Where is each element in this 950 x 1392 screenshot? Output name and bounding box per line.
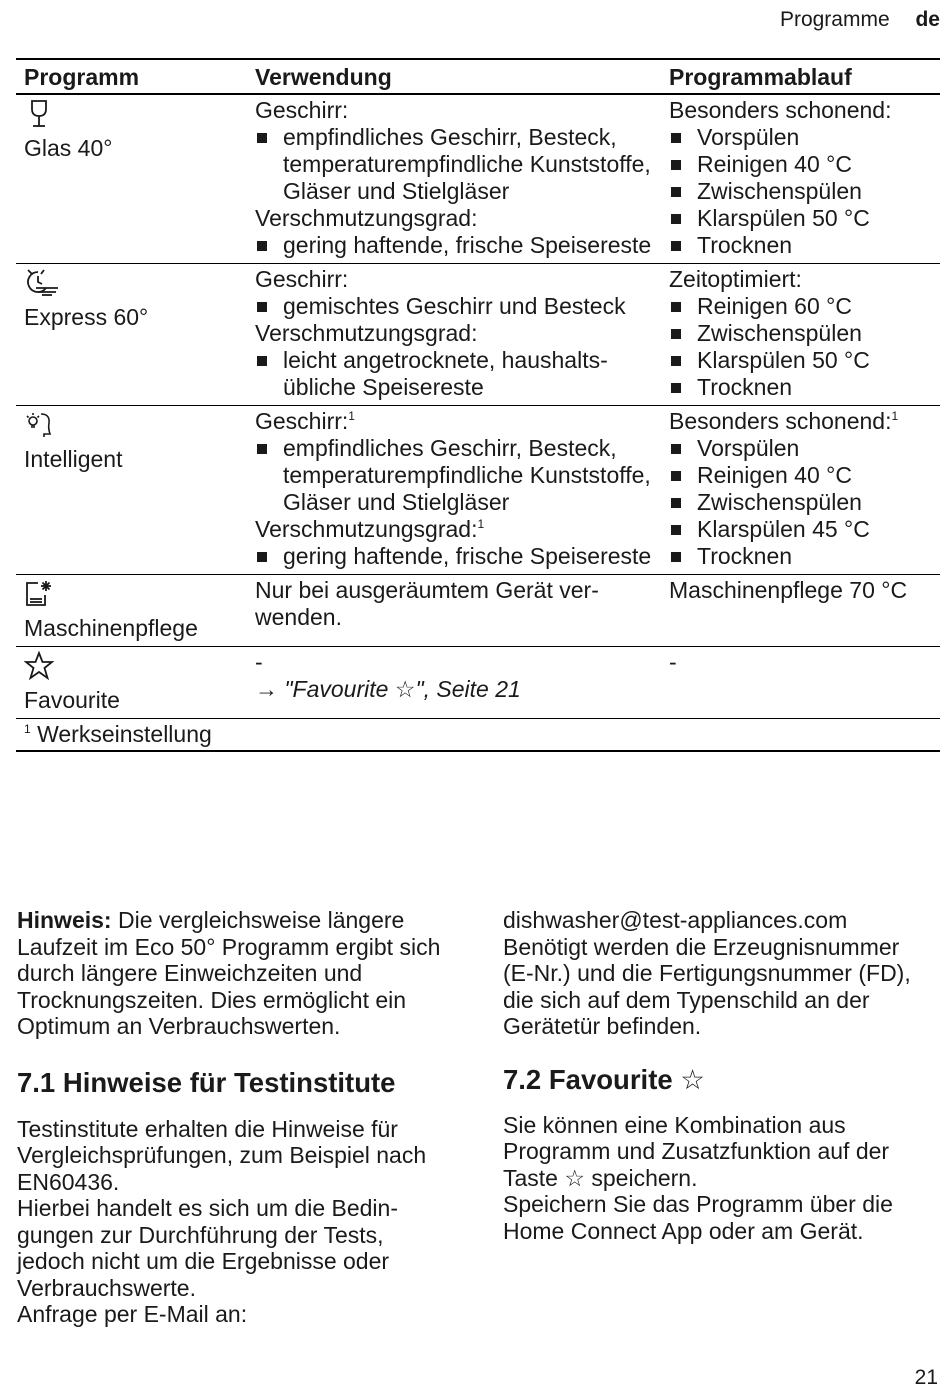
dash: - [255,649,263,675]
hint-paragraph [17,907,457,1040]
hint-label: Hinweis: [17,907,112,933]
list-item: Reinigen 40 °C [669,462,932,489]
sequence-cell [661,264,940,406]
table-row [16,94,940,264]
program-cell [16,94,247,264]
footnote-ref: 1 [891,409,899,423]
list-item: Reinigen 60 °C [669,293,932,320]
usage-label: Geschirr: [255,266,349,292]
program-name: Glas 40° [24,135,113,161]
section-title: Programme [779,8,890,31]
paragraph: Benötigt werden die Erzeugnisnummer (E-Nr.) und die Fertigungsnummer (FD), die sich auf dem Typenschild an der Gerätetür befinden. [503,933,911,1039]
program-cell [16,264,247,406]
program-name: Intelligent [24,446,123,472]
express-clock-icon [24,268,60,298]
program-table [16,58,940,752]
soil-label: Verschmutzungsgrad: [255,205,478,231]
usage-cell [247,94,661,264]
hint-text: Die vergleichsweise längere Laufzeit im Eco 50° Programm ergibt sich durch längere Einweichzeiten und Trocknungszeiten. Dies ermöglicht ein Optimum an Verbrauchswerten. [17,907,441,1039]
sequence-cell: - [661,647,940,719]
program-name: Express 60° [24,304,149,330]
sequence-cell [661,406,940,575]
list-item: gering haftende, frische Speisereste [255,232,653,259]
page-header [780,8,940,32]
cross-reference-link[interactable]: → "Favourite ☆", Seite 21 [255,676,521,702]
paragraph: Sie können eine Kombination aus Programm und Zusatzfunktion auf der Taste ☆ speichern. [503,1111,890,1191]
usage-label: Geschirr: [255,408,349,434]
machine-care-icon [24,579,54,609]
list-item: gemischtes Geschirr und Besteck [255,293,653,320]
paragraph: Testinstitute erhalten die Hinweise für Vergleichsprüfungen, zum Beispiel nach EN60436. [17,1115,427,1195]
table-header-row [16,59,940,94]
right-column [503,907,928,1244]
usage-label: Geschirr: [255,97,349,123]
sequence-cell [661,94,940,264]
list-item: leicht angetrocknete, haushaltsübliche Speisereste [255,347,653,401]
sequence-label: Zeitoptimiert: [669,266,802,292]
usage-label-line [255,408,653,435]
soil-label-line [255,516,653,543]
star-icon [24,651,54,681]
sequence-label: Besonders schonend: [669,97,892,123]
program-name: Maschinenpflege [24,615,198,641]
sequence-cell: Maschinenpflege 70 °C [661,575,940,647]
paragraph: Anfrage per E-Mail an: [17,1301,248,1327]
footnote-cell [16,719,940,752]
usage-cell [247,406,661,575]
language-code: de [915,8,940,31]
table-row [16,575,940,647]
footnote-ref: 1 [348,409,355,423]
list-item: Trocknen [669,543,932,570]
footnote-row [16,719,940,752]
table-row [16,647,940,719]
usage-cell [247,264,661,406]
list-item: empfindliches Geschirr, Besteck, temperaturempfindliche Kunststoffe, Gläser und Stielgläser [255,435,653,516]
list-item: Vorspülen [669,124,932,151]
soil-label: Verschmutzungsgrad: [255,516,478,542]
list-item: Trocknen [669,232,932,259]
intelligent-bulb-icon [24,410,54,440]
program-cell [16,406,247,575]
usage-cell: Nur bei ausgeräumtem Gerät verwenden. [247,575,661,647]
list-item: Zwischenspülen [669,178,932,205]
section-heading-7-1: 7.1 Hinweise für Testinstitute [17,1066,396,1098]
wine-glass-icon [24,99,54,129]
section-heading-7-2: 7.2 Favourite ☆ [503,1063,705,1095]
column-header-sequence: Programmablauf [661,59,940,94]
left-column [17,907,457,1328]
list-item: Zwischenspülen [669,320,932,347]
usage-cell [247,647,661,719]
paragraph: Speichern Sie das Programm über die Home Connect App oder am Gerät. [503,1191,893,1244]
list-item: Klarspülen 45 °C [669,516,932,543]
list-item: Klarspülen 50 °C [669,205,932,232]
program-cell [16,575,247,647]
program-cell [16,647,247,719]
email-address[interactable]: dishwasher@test-appliances.com [503,907,848,933]
list-item: empfindliches Geschirr, Besteck, temperaturempfindliche Kunststoffe, Gläser und Stielgläser [255,124,653,205]
list-item: Zwischenspülen [669,489,932,516]
list-item: Vorspülen [669,435,932,462]
column-header-program: Programm [16,59,247,94]
list-item: gering haftende, frische Speisereste [255,543,653,570]
list-item: Trocknen [669,374,932,401]
footnote-text: Werkseinstellung [37,721,212,747]
list-item: Reinigen 40 °C [669,151,932,178]
footnote-ref: 1 [477,517,485,531]
footnote-mark: 1 [24,722,31,736]
list-item: Klarspülen 50 °C [669,347,932,374]
table-row [16,264,940,406]
paragraph: Hierbei handelt es sich um die Bedingungen zur Durchführung der Tests, jedoch nicht um die Ergebnisse oder Verbrauchswerte. [17,1195,398,1301]
sequence-label-line [669,408,932,435]
soil-label: Verschmutzungsgrad: [255,320,478,346]
program-name: Favourite [24,687,120,713]
column-header-usage: Verwendung [247,59,661,94]
sequence-label: Besonders schonend: [669,408,892,434]
page-number: 21 [914,1366,938,1389]
table-row [16,406,940,575]
